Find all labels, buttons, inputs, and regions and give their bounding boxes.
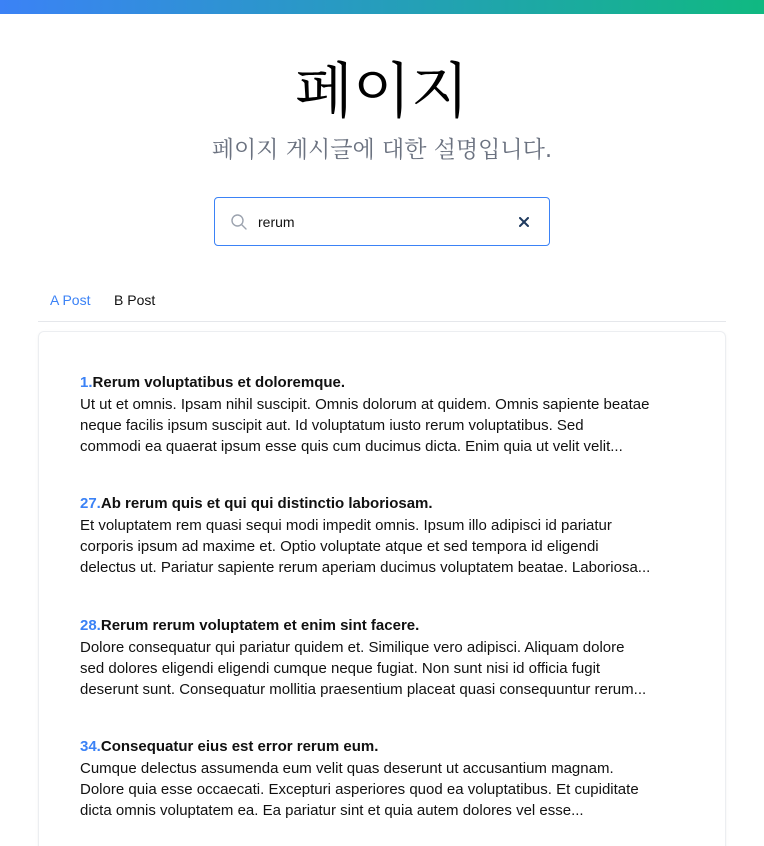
post-list-card [38, 331, 726, 846]
close-icon [519, 217, 529, 227]
post-item[interactable] [80, 737, 700, 821]
post-item[interactable] [80, 494, 700, 578]
search-box[interactable] [214, 197, 550, 246]
post-number: 27. [80, 495, 101, 512]
top-gradient-bar [0, 0, 764, 14]
tab-a-post[interactable]: A Post [50, 292, 91, 308]
post-title[interactable]: 1.Rerum voluptatibus et doloremque. [80, 374, 346, 391]
post-excerpt: Ut ut et omnis. Ipsam nihil suscipit. Omnis dolorum at quidem. Omnis sapiente beatae neque facilis ipsum suscipit aut. Id voluptatum iusto rerum voluptatibus. Sed commodi ea quaerat ipsum esse quis cum ducimus dicta. Enim quia ut velit velit... [80, 396, 650, 455]
post-number: 34. [80, 738, 101, 755]
post-title[interactable]: 28.Rerum rerum voluptatem et enim sint facere. [80, 617, 420, 634]
post-number: 28. [80, 617, 101, 634]
post-item[interactable] [80, 616, 700, 700]
post-tabs [38, 280, 726, 322]
post-excerpt: Dolore consequatur qui pariatur quidem et. Similique vero adipisci. Aliquam dolore sed dolores eligendi eligendi cumque neque fugiat. Non sunt nisi id officia fugit deserunt sunt. Consequatur mollitia praesentium placeat quasi consequuntur rerum... [80, 639, 647, 698]
post-excerpt: Et voluptatem rem quasi sequi modi impedit omnis. Ipsum illo adipisci id pariatur corporis ipsum ad maxime et. Optio voluptate atque et sed tempora id eligendi delectus ut. Pariatur sapiente rerum aperiam ducimus voluptatem beatae. Laboriosa... [80, 517, 651, 576]
post-number: 1. [80, 374, 93, 391]
page-title: 페이지 [295, 57, 469, 127]
search-input[interactable] [258, 211, 508, 233]
search-icon [230, 213, 248, 231]
clear-search-button[interactable] [515, 213, 533, 231]
post-title[interactable]: 27.Ab rerum quis et qui qui distinctio laboriosam. [80, 495, 433, 512]
tab-b-post[interactable]: B Post [114, 292, 156, 308]
post-excerpt: Cumque delectus assumenda eum velit quas deserunt ut accusantium magnam. Dolore quia esse occaecati. Excepturi asperiores quod ea voluptatibus. Et cupiditate dicta omnis voluptatem ea. Ea pariatur sint et quia autem dolores vel esse... [80, 760, 639, 819]
page-subtitle: 페이지 게시글에 대한 설명입니다. [211, 137, 553, 163]
post-item[interactable] [80, 373, 700, 457]
post-title[interactable]: 34.Consequatur eius est error rerum eum. [80, 738, 379, 755]
